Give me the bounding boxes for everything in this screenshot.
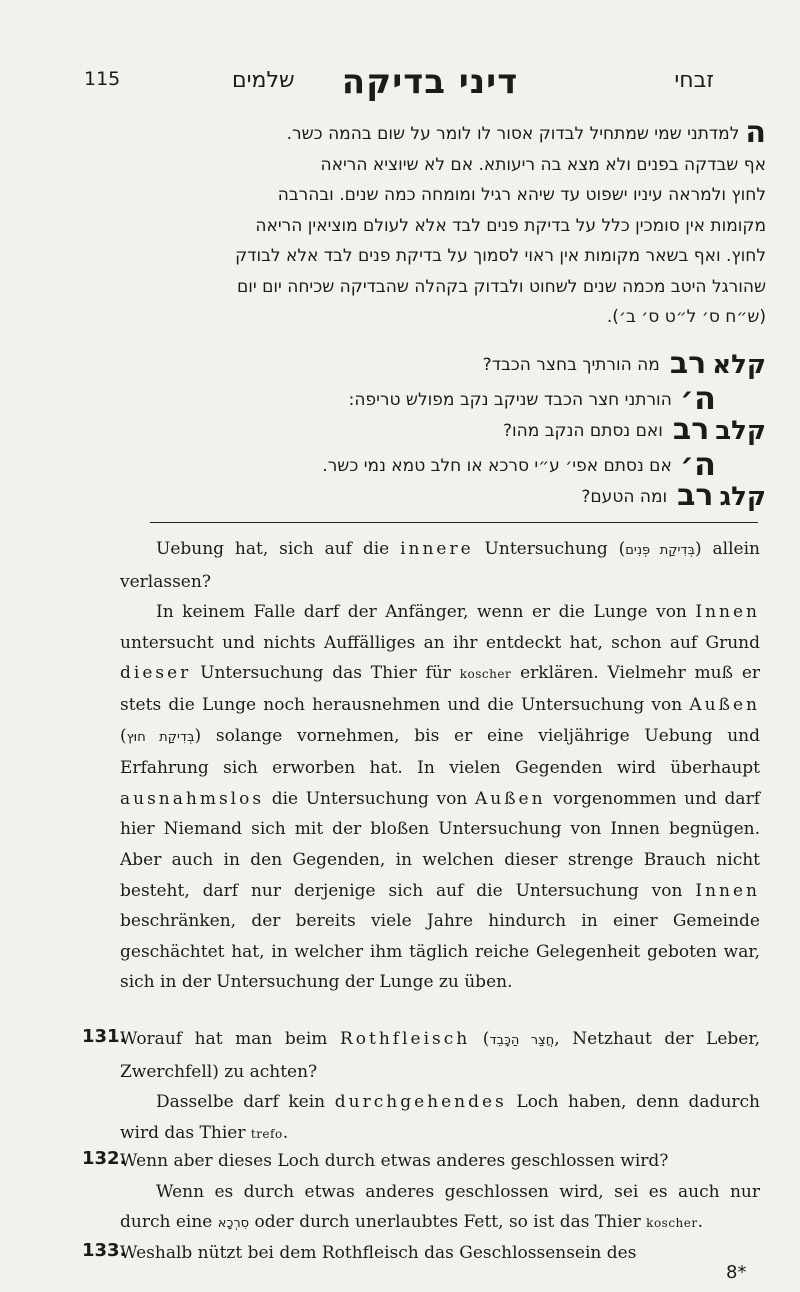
- hebrew-line-3: לחוץ ולמראה עיניו ישפוט עד שיהא רגיל ומומחה כמה שנים. ובהרבה: [277, 185, 766, 205]
- hebrew-line-4: מקומות אין סומכין כלל על בדיקת פנים לבד אלא לעולם מוציאין הריאה: [255, 215, 766, 236]
- text-run: .: [282, 1122, 289, 1143]
- hebrew-line-5: לחוץ. ואף בשאר מקומות אין ראוי לסמוך על בדיקת פנים לבד אלא לבודק: [235, 246, 766, 266]
- text-run: Wenn es durch etwas anderes geschlossen wird, sei es auch nur durch eine: [120, 1181, 760, 1233]
- emphasis-text: ausnahmslos: [120, 788, 265, 809]
- german-question-133: [120, 1238, 760, 1269]
- emphasis-text: Außen: [689, 694, 760, 715]
- speaker-mark: ה: [745, 115, 766, 150]
- running-title-right: זבחי: [674, 68, 714, 93]
- running-title-left: שלמים: [232, 68, 295, 93]
- answer-text: [120, 1177, 760, 1240]
- question-number: קלג: [719, 482, 766, 512]
- speaker-label: ה׳: [679, 445, 716, 483]
- qa-line: [36, 346, 766, 379]
- qa-line: [36, 412, 766, 445]
- qa-text: ואם נסתם הנקב מהו?: [503, 421, 663, 441]
- signature-mark: 8*: [726, 1262, 747, 1283]
- question-number: קלב: [715, 416, 766, 446]
- emphasis-text: Innen: [695, 880, 760, 901]
- emphasis-text: innere: [400, 539, 474, 559]
- qa-text: אם נסתם אפי׳ ע״י סרכא או חלב טמא נמי כשר.: [322, 456, 672, 476]
- text-run: .: [697, 1212, 704, 1233]
- speaker-label: רב: [672, 412, 710, 447]
- hebrew-term: בְּדִיקַת חוּץ: [126, 729, 195, 745]
- text-run: erklären. Vielmehr muß er stets die Lunge noch herausnehmen und die Untersuchung von: [120, 663, 761, 715]
- qa-text: מה הורתיך בחצר הכבד?: [482, 355, 660, 375]
- text-run: In keinem Falle darf der Anfänger, wenn er die Lunge von: [156, 602, 696, 623]
- hebrew-paragraph: [150, 115, 766, 333]
- text-run: Uebung hat, sich auf die: [156, 539, 401, 559]
- paragraph: [120, 534, 760, 597]
- emphasis-text: Innen: [695, 602, 760, 623]
- section-divider: [150, 522, 758, 523]
- hebrew-line-7: (ש״ח ס׳ ל״ט ס׳ ב׳).: [606, 307, 766, 327]
- text-run: ) allein verlassen?: [120, 539, 760, 592]
- text-run: (: [120, 725, 127, 746]
- question-number: 131.: [82, 1026, 127, 1047]
- text-run: (: [470, 1029, 490, 1049]
- text-run: vorgenommen und darf hier Niemand sich mit der bloßen Untersuchung von Innen begnügen. Aber auch in den Gegenden, in welchen dieser strenge Brauch nicht besteht, darf nur derjenige sich auf die Untersuchung von: [120, 788, 760, 901]
- text-run: Untersuchung das Thier für: [191, 663, 460, 684]
- speaker-label: רב: [677, 478, 714, 513]
- german-text-block: [120, 534, 760, 998]
- question-number: קלא: [712, 350, 766, 380]
- emphasis-text: durchgehendes: [334, 1092, 507, 1113]
- qa-line: [36, 445, 766, 483]
- latin-term: trefo: [250, 1126, 283, 1141]
- page-number: 115: [84, 68, 121, 90]
- hebrew-term: בְּדִיקַת פְּנִים: [625, 543, 696, 558]
- paragraph: [120, 597, 760, 998]
- text-run: , Netzhaut der Leber, Zwerchfell) zu achten?: [120, 1029, 760, 1082]
- question-text: Wenn aber dieses Loch durch etwas anderes geschlossen wird?: [120, 1151, 669, 1171]
- text-run: Untersuchung (: [473, 539, 626, 559]
- question-number: 132.: [82, 1148, 127, 1169]
- hebrew-line-1: למדתני שמי שמתחיל לבדוק אסור לו לומר על שום בהמה כשר.: [286, 124, 740, 144]
- emphasis-text: Außen: [474, 788, 546, 809]
- text-run: beschränken, der bereits viele Jahre hindurch in einer Gemeinde geschächtet hat, in welcher ihm täglich reiche Gelegenheit geboten war, sich in der Untersuchung der Lunge zu üben.: [120, 911, 760, 993]
- german-question-131: [120, 1024, 760, 1149]
- emphasis-text: Rothfleisch: [339, 1029, 471, 1049]
- running-title-center: דיני בדיקה: [341, 62, 519, 102]
- text-run: oder durch unerlaubtes Fett, so ist das Thier: [249, 1212, 647, 1233]
- qa-text: הורתני חצר הכבד שניקב נקב מפולש טריפה:: [348, 390, 672, 410]
- text-run: untersucht und nichts Auffälliges an ihr entdeckt hat, schon auf Grund: [120, 632, 760, 653]
- german-question-132: [120, 1146, 760, 1240]
- question-number: 133.: [82, 1240, 127, 1261]
- latin-term: koscher: [646, 1216, 698, 1231]
- question-text: [120, 1024, 760, 1087]
- hebrew-term: סִרְכָא: [217, 1216, 250, 1232]
- answer-text: [120, 1087, 760, 1149]
- qa-text: ומה הטעם?: [581, 487, 668, 507]
- qa-line: [36, 379, 766, 417]
- text-run: Loch haben, denn dadurch wird das Thier: [120, 1092, 760, 1143]
- question-text: Weshalb nützt bei dem Rothfleisch das Geschlossensein des: [120, 1243, 637, 1263]
- text-run: die Untersuchung von: [264, 788, 475, 809]
- qa-line: [36, 478, 766, 511]
- hebrew-qa-block: [36, 346, 766, 511]
- latin-term: koscher: [459, 667, 512, 682]
- running-header: [0, 62, 800, 114]
- text-run: ) solange vornehmen, bis er eine vieljährige Uebung und Erfahrung sich erworben hat. In vielen Gegenden wird überhaupt: [120, 725, 760, 779]
- speaker-label: ה׳: [679, 379, 716, 417]
- speaker-label: רב: [669, 346, 707, 381]
- hebrew-term: חֲצַר הַכָּבֵד: [489, 1033, 555, 1048]
- text-run: Dasselbe darf kein: [156, 1092, 335, 1113]
- hebrew-line-6: שהורגל היטב מכמה שנים לשחוט ולבדוק בקהלה שהבדיקה שכיחה יום יום: [236, 276, 766, 297]
- hebrew-line-2: אף שבדקה בפנים ולא מצא בה ריעותא. אם לא שיוציא הריאה: [320, 154, 766, 175]
- text-run: Worauf hat man beim: [120, 1029, 340, 1049]
- emphasis-text: dieser: [120, 663, 192, 684]
